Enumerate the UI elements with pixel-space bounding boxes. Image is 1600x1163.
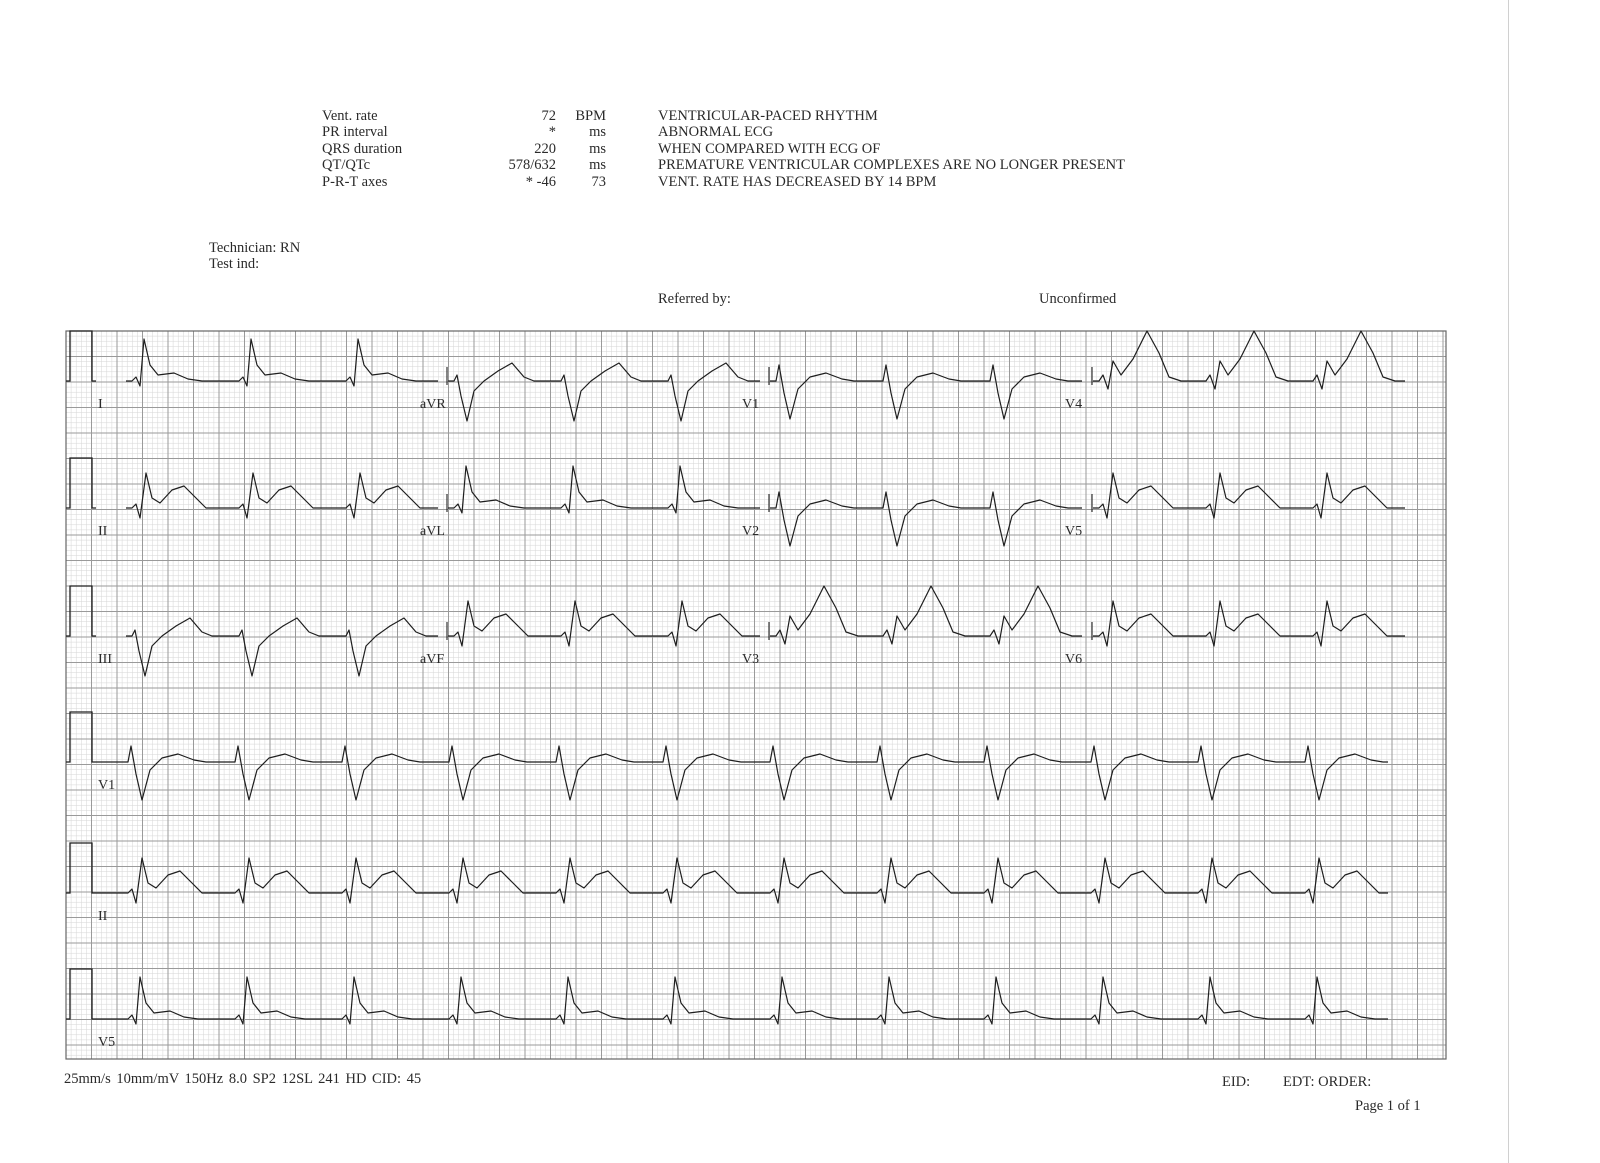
lead-label: V1 xyxy=(98,778,116,793)
recording-settings: 25mm/s 10mm/mV 150Hz 8.0 SP2 12SL 241 HD CID: 45 xyxy=(64,1071,422,1087)
test-indication: Test ind: xyxy=(209,256,260,273)
measurement-label: P-R-T axes xyxy=(322,173,388,190)
major-grid xyxy=(66,331,1446,1059)
lead-trace xyxy=(448,601,760,646)
measurement-value: 220 xyxy=(534,140,556,157)
interpretation-line: VENT. RATE HAS DECREASED BY 14 BPM xyxy=(658,173,937,190)
lead-label: aVR xyxy=(420,397,446,412)
lead-label: V6 xyxy=(1065,652,1083,667)
measurement-unit: ms xyxy=(589,140,606,157)
lead-label: V4 xyxy=(1065,397,1083,412)
lead-label: I xyxy=(98,397,103,412)
confirmation-status: Unconfirmed xyxy=(1039,291,1117,307)
lead-trace xyxy=(448,466,760,513)
technician: Technician: RN xyxy=(209,240,301,256)
lead-trace xyxy=(126,473,438,518)
measurement-value: * xyxy=(548,124,556,141)
measurement-label: QT/QTc xyxy=(322,157,371,174)
calibration-pulse xyxy=(66,843,96,893)
measurement-unit: 73 xyxy=(591,173,606,190)
lead-label: III xyxy=(98,652,112,667)
lead-label: II xyxy=(98,524,108,539)
interpretation-line: VENTRICULAR-PACED RHYTHM xyxy=(658,108,878,124)
rhythm-strip-trace xyxy=(96,858,1388,903)
calibration-pulse xyxy=(66,458,96,508)
measurement-label: PR interval xyxy=(322,124,388,141)
lead-label: V3 xyxy=(742,652,760,667)
measurement-value: 578/632 xyxy=(508,157,556,174)
page-number: Page 1 of 1 xyxy=(1355,1098,1421,1114)
measurement-value: 72 xyxy=(541,108,556,124)
lead-label: V2 xyxy=(742,524,760,539)
referred-by: Referred by: xyxy=(658,291,731,307)
interpretation-line: ABNORMAL ECG xyxy=(658,124,774,141)
measurement-unit: BPM xyxy=(575,108,606,124)
edt-order-label: EDT: ORDER: xyxy=(1283,1074,1372,1090)
lead-label: aVF xyxy=(420,652,445,667)
lead-label: V1 xyxy=(742,397,760,412)
measurement-label: QRS duration xyxy=(322,140,403,157)
measurement-value: * -46 xyxy=(525,173,556,190)
lead-label: aVL xyxy=(420,524,445,539)
eid-label: EID: xyxy=(1222,1074,1251,1090)
interpretation-line: PREMATURE VENTRICULAR COMPLEXES ARE NO LONGER PRESENT xyxy=(658,157,1125,174)
measurement-unit: ms xyxy=(589,124,606,141)
lead-label: V5 xyxy=(98,1035,116,1050)
interpretation-line: WHEN COMPARED WITH ECG OF xyxy=(658,140,881,157)
measurement-unit: ms xyxy=(589,157,606,174)
lead-label: V5 xyxy=(1065,524,1083,539)
measurement-label: Vent. rate xyxy=(322,108,378,124)
lead-label: II xyxy=(98,909,108,924)
